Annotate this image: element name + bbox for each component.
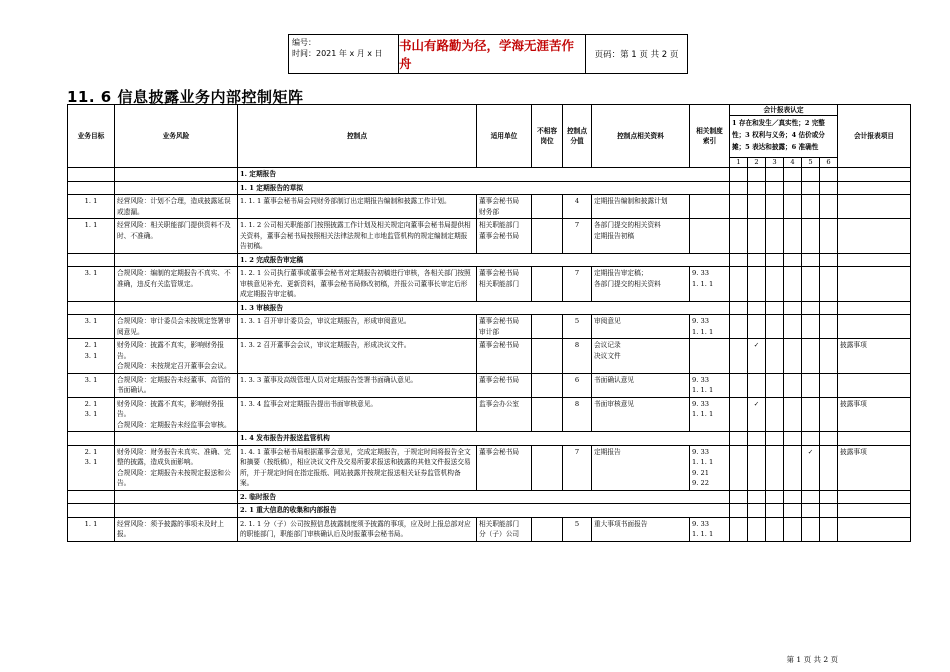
cell-risk: 财务风险：披露不真实，影响财务报告。 合规风险：定期报告未经监事会审核。 xyxy=(115,397,238,432)
cell-goal: 3. 1 xyxy=(68,315,115,339)
check-mark-cell xyxy=(820,315,838,339)
section-title: 2. 1 重大信息的收集和内部报告 xyxy=(238,504,730,518)
cell-incompatible xyxy=(532,267,563,302)
section-row xyxy=(68,301,911,315)
section-title: 1. 定期报告 xyxy=(238,168,730,182)
cell-material: 会议记录 决议文件 xyxy=(592,339,690,374)
cell-material: 书面确认意见 xyxy=(592,373,690,397)
cell-control: 2. 1. 1 分（子）公司按照信息披露制度须予披露的事项，应及时上报总部对应的职能部门，职能部门审核确认后及时报董事会秘书局。 xyxy=(238,517,477,541)
empty-cell xyxy=(68,301,115,315)
cell-goal: 1. 1 xyxy=(68,219,115,254)
check-mark-cell xyxy=(730,339,748,374)
empty-cell xyxy=(766,301,784,315)
empty-cell xyxy=(838,301,911,315)
cell-risk: 财务风险：财务报告未真实、准确、完整的披露，造成负面影响。 合规风险：定期报告未按规定报送和公告。 xyxy=(115,445,238,490)
check-mark-cell xyxy=(766,195,784,219)
check-mark-cell xyxy=(820,195,838,219)
check-mark-cell xyxy=(802,195,820,219)
th-score: 控制点 分值 xyxy=(563,105,592,168)
check-mark-cell xyxy=(730,219,748,254)
empty-cell xyxy=(68,432,115,446)
check-mark-cell xyxy=(730,397,748,432)
empty-cell xyxy=(115,301,238,315)
empty-cell xyxy=(820,504,838,518)
cell-risk: 经营风险：计划不合理，造成披露延误或遗漏。 xyxy=(115,195,238,219)
check-mark-cell xyxy=(802,315,820,339)
cell-incompatible xyxy=(532,373,563,397)
empty-cell xyxy=(820,253,838,267)
cell-institution xyxy=(690,219,730,254)
table-row xyxy=(68,315,911,339)
empty-cell xyxy=(748,168,766,182)
check-mark-cell xyxy=(820,339,838,374)
check-mark-cell xyxy=(766,445,784,490)
check-mark-cell xyxy=(748,195,766,219)
empty-cell xyxy=(766,504,784,518)
check-mark-cell xyxy=(766,373,784,397)
empty-cell xyxy=(838,181,911,195)
cell-goal: 1. 1 xyxy=(68,195,115,219)
cell-score: 5 xyxy=(563,315,592,339)
cell-risk: 经营风险：须予披露的事项未及时上报。 xyxy=(115,517,238,541)
cell-material: 定期报告编制和披露计划 xyxy=(592,195,690,219)
empty-cell xyxy=(730,253,748,267)
cell-unit: 董事会秘书局 xyxy=(477,445,532,490)
empty-cell xyxy=(766,253,784,267)
cell-unit: 董事会秘书局 财务部 xyxy=(477,195,532,219)
cell-unit: 董事会秘书局 xyxy=(477,373,532,397)
cell-unit: 相关职能部门 董事会秘书局 xyxy=(477,219,532,254)
th-goal: 业务目标 xyxy=(68,105,115,168)
cell-report-item xyxy=(838,219,911,254)
cell-institution: 9. 33 1. 1. 1 xyxy=(690,315,730,339)
section-row xyxy=(68,168,911,182)
th-assertion-desc: 1 存在和发生／真实性；2 完整性；3 权利与义务；4 估价或分摊；5 表达和披露；6 准确性 xyxy=(730,116,838,158)
check-mark-cell xyxy=(784,195,802,219)
empty-cell xyxy=(748,253,766,267)
cell-report-item xyxy=(838,195,911,219)
empty-cell xyxy=(748,504,766,518)
check-mark-cell xyxy=(802,267,820,302)
check-mark-cell: ✓ xyxy=(802,445,820,490)
page-footer: 第 1 页 共 2 页 xyxy=(786,655,838,664)
cell-goal: 3. 1 xyxy=(68,373,115,397)
empty-cell xyxy=(802,432,820,446)
check-mark-cell xyxy=(820,373,838,397)
cell-score: 7 xyxy=(563,219,592,254)
empty-cell xyxy=(68,253,115,267)
th-incompatible: 不相容 岗位 xyxy=(532,105,563,168)
cell-risk: 经营风险：相关职能部门提供资料不及时、不准确。 xyxy=(115,219,238,254)
section-title: 1. 4 发布报告并报送监管机构 xyxy=(238,432,730,446)
cell-institution: 9. 33 1. 1. 1 xyxy=(690,397,730,432)
section-row xyxy=(68,253,911,267)
empty-cell xyxy=(68,168,115,182)
check-mark-cell xyxy=(748,267,766,302)
time-label: 时间：2021 年 x 月 x 日 xyxy=(292,49,383,58)
check-mark-cell xyxy=(766,517,784,541)
check-mark-cell xyxy=(766,219,784,254)
check-mark-cell xyxy=(802,373,820,397)
check-mark-cell xyxy=(802,219,820,254)
check-mark-cell xyxy=(730,267,748,302)
check-mark-cell xyxy=(784,219,802,254)
cell-incompatible xyxy=(532,339,563,374)
cell-score: 7 xyxy=(563,267,592,302)
cell-incompatible xyxy=(532,315,563,339)
empty-cell xyxy=(820,432,838,446)
empty-cell xyxy=(838,504,911,518)
cell-unit: 董事会秘书局 xyxy=(477,339,532,374)
cell-control: 1. 2. 1 公司执行董事或董事会秘书对定期报告初稿进行审核，各相关部门按照审核意见补充、更新资料，董事会秘书局修改初稿，并报公司董事长审定后形成定期报告审定稿。 xyxy=(238,267,477,302)
check-mark-cell xyxy=(784,267,802,302)
empty-cell xyxy=(115,490,238,504)
cell-control: 1. 3. 4 监事会对定期报告提出书面审核意见。 xyxy=(238,397,477,432)
empty-cell xyxy=(748,432,766,446)
cell-risk: 合规风险：审计委员会未按规定签署审阅意见。 xyxy=(115,315,238,339)
empty-cell xyxy=(766,168,784,182)
cell-report-item: 披露事项 xyxy=(838,445,911,490)
check-mark-cell xyxy=(820,445,838,490)
cell-incompatible xyxy=(532,445,563,490)
cell-risk: 合规风险：定期报告未经董事、高管的书面确认。 xyxy=(115,373,238,397)
page-header-box xyxy=(288,34,688,74)
empty-cell xyxy=(784,253,802,267)
table-row xyxy=(68,219,911,254)
empty-cell xyxy=(838,432,911,446)
empty-cell xyxy=(784,490,802,504)
cell-institution xyxy=(690,195,730,219)
cell-report-item xyxy=(838,267,911,302)
empty-cell xyxy=(784,504,802,518)
empty-cell xyxy=(784,181,802,195)
th-control: 控制点 xyxy=(238,105,477,168)
cell-unit: 相关职能部门 分（子）公司 xyxy=(477,517,532,541)
cell-score: 6 xyxy=(563,373,592,397)
check-mark-cell xyxy=(748,373,766,397)
check-mark-cell xyxy=(766,397,784,432)
check-mark-cell: ✓ xyxy=(748,397,766,432)
empty-cell xyxy=(820,301,838,315)
cell-institution: 9. 33 1. 1. 1 xyxy=(690,267,730,302)
cell-unit: 监事会办公室 xyxy=(477,397,532,432)
check-mark-cell xyxy=(730,373,748,397)
empty-cell xyxy=(115,168,238,182)
th-assertion-col-2: 2 xyxy=(748,158,766,168)
empty-cell xyxy=(820,181,838,195)
header-page-info: 页码：第 1 页 共 2 页 xyxy=(594,50,679,60)
th-unit: 适用单位 xyxy=(477,105,532,168)
table-row xyxy=(68,195,911,219)
empty-cell xyxy=(730,301,748,315)
cell-score: 4 xyxy=(563,195,592,219)
cell-control: 1. 1. 2 公司相关职能部门按照披露工作计划及相关规定向董事会秘书局提供相关资料，董事会秘书局按照相关法律法规和上市地监管机构的规定编制定期报告初稿。 xyxy=(238,219,477,254)
check-mark-cell xyxy=(730,445,748,490)
th-assertion-col-1: 1 xyxy=(730,158,748,168)
cell-unit: 董事会秘书局 审计部 xyxy=(477,315,532,339)
check-mark-cell xyxy=(784,517,802,541)
cell-incompatible xyxy=(532,517,563,541)
empty-cell xyxy=(802,253,820,267)
control-matrix-table xyxy=(67,104,911,542)
empty-cell xyxy=(820,490,838,504)
empty-cell xyxy=(115,432,238,446)
empty-cell xyxy=(748,181,766,195)
section-title: 2. 临时报告 xyxy=(238,490,730,504)
cell-material: 定期报告审定稿； 各部门提交的相关资料 xyxy=(592,267,690,302)
cell-control: 1. 3. 3 董事及高级管理人员对定期报告签署书面确认意见。 xyxy=(238,373,477,397)
cell-report-item: 披露事项 xyxy=(838,339,911,374)
check-mark-cell xyxy=(766,267,784,302)
cell-control: 1. 4. 1 董事会秘书局根据董事会意见，完成定期报告，于规定时间将报告全文和摘要（按纸稿），相应决议文件及交易所要求报送和披露的其他文件报送交易所，并于规定时间在指定报纸、网站披露并按规定报送相关证券监管机构备案。 xyxy=(238,445,477,490)
check-mark-cell xyxy=(802,339,820,374)
cell-material: 定期报告 xyxy=(592,445,690,490)
empty-cell xyxy=(784,301,802,315)
empty-cell xyxy=(68,181,115,195)
check-mark-cell xyxy=(766,339,784,374)
section-title: 1. 3 审核报告 xyxy=(238,301,730,315)
check-mark-cell xyxy=(748,219,766,254)
cell-report-item xyxy=(838,517,911,541)
table-row xyxy=(68,373,911,397)
cell-control: 1. 3. 2 召开董事会会议，审议定期报告，形成决议文件。 xyxy=(238,339,477,374)
empty-cell xyxy=(766,490,784,504)
table-row xyxy=(68,397,911,432)
cell-score: 8 xyxy=(563,397,592,432)
cell-goal: 2. 1 3. 1 xyxy=(68,339,115,374)
cell-institution: 9. 33 1. 1. 1 xyxy=(690,517,730,541)
cell-score: 7 xyxy=(563,445,592,490)
empty-cell xyxy=(68,490,115,504)
empty-cell xyxy=(68,504,115,518)
section-row xyxy=(68,490,911,504)
empty-cell xyxy=(838,490,911,504)
check-mark-cell xyxy=(784,339,802,374)
empty-cell xyxy=(838,253,911,267)
check-mark-cell xyxy=(766,315,784,339)
cell-score: 8 xyxy=(563,339,592,374)
check-mark-cell xyxy=(802,397,820,432)
check-mark-cell xyxy=(820,219,838,254)
empty-cell xyxy=(115,253,238,267)
cell-report-item: 披露事项 xyxy=(838,397,911,432)
cell-material: 审阅意见 xyxy=(592,315,690,339)
cell-report-item xyxy=(838,315,911,339)
empty-cell xyxy=(820,168,838,182)
cell-goal: 2. 1 3. 1 xyxy=(68,397,115,432)
check-mark-cell xyxy=(820,517,838,541)
empty-cell xyxy=(802,504,820,518)
section-row xyxy=(68,181,911,195)
check-mark-cell xyxy=(784,315,802,339)
check-mark-cell xyxy=(748,315,766,339)
check-mark-cell xyxy=(802,517,820,541)
th-assertion-col-5: 5 xyxy=(802,158,820,168)
empty-cell xyxy=(802,181,820,195)
empty-cell xyxy=(115,504,238,518)
cell-goal: 3. 1 xyxy=(68,267,115,302)
empty-cell xyxy=(730,432,748,446)
table-row xyxy=(68,339,911,374)
bianhao-label: 编号： xyxy=(292,38,316,47)
table-row xyxy=(68,445,911,490)
empty-cell xyxy=(802,301,820,315)
empty-cell xyxy=(838,168,911,182)
th-assertion-col-6: 6 xyxy=(820,158,838,168)
th-assertion-col-3: 3 xyxy=(766,158,784,168)
empty-cell xyxy=(748,301,766,315)
empty-cell xyxy=(766,432,784,446)
cell-incompatible xyxy=(532,397,563,432)
th-risk: 业务风险 xyxy=(115,105,238,168)
cell-material: 各部门提交的相关资料 定期报告初稿 xyxy=(592,219,690,254)
cell-report-item xyxy=(838,373,911,397)
empty-cell xyxy=(730,181,748,195)
check-mark-cell: ✓ xyxy=(748,339,766,374)
check-mark-cell xyxy=(730,315,748,339)
empty-cell xyxy=(784,168,802,182)
empty-cell xyxy=(766,181,784,195)
th-assertion-title: 会计报表认定 xyxy=(730,105,838,116)
check-mark-cell xyxy=(784,397,802,432)
table-row xyxy=(68,517,911,541)
empty-cell xyxy=(748,490,766,504)
th-material: 控制点相关资料 xyxy=(592,105,690,168)
cell-incompatible xyxy=(532,195,563,219)
check-mark-cell xyxy=(730,195,748,219)
cell-score: 5 xyxy=(563,517,592,541)
cell-material: 书面审核意见 xyxy=(592,397,690,432)
cell-unit: 董事会秘书局 相关职能部门 xyxy=(477,267,532,302)
empty-cell xyxy=(802,490,820,504)
empty-cell xyxy=(730,490,748,504)
header-meta xyxy=(289,35,399,73)
cell-institution: 9. 33 1. 1. 1 xyxy=(690,373,730,397)
cell-goal: 1. 1 xyxy=(68,517,115,541)
cell-institution: 9. 33 1. 1. 1 9. 21 9. 22 xyxy=(690,445,730,490)
th-institution: 相关制度 索引 xyxy=(690,105,730,168)
cell-risk: 合规风险：编制的定期报告不真实、不准确，违反有关监管规定。 xyxy=(115,267,238,302)
check-mark-cell xyxy=(820,267,838,302)
cell-control: 1. 1. 1 董事会秘书局会同财务部制订出定期报告编制和披露工作计划。 xyxy=(238,195,477,219)
cell-incompatible xyxy=(532,219,563,254)
th-assertion-col-4: 4 xyxy=(784,158,802,168)
cell-risk: 财务风险：披露不真实，影响财务报告。 合规风险：未按规定召开董事会会议。 xyxy=(115,339,238,374)
check-mark-cell xyxy=(784,445,802,490)
th-report-item: 会计报表项目 xyxy=(838,105,911,168)
check-mark-cell xyxy=(820,397,838,432)
check-mark-cell xyxy=(784,373,802,397)
section-row xyxy=(68,504,911,518)
document-title: 11. 6 信息披露业务内部控制矩阵 xyxy=(67,88,304,106)
empty-cell xyxy=(730,168,748,182)
cell-material: 重大事项书面报告 xyxy=(592,517,690,541)
section-title: 1. 2 完成报告审定稿 xyxy=(238,253,730,267)
cell-institution xyxy=(690,339,730,374)
empty-cell xyxy=(730,504,748,518)
check-mark-cell xyxy=(748,445,766,490)
empty-cell xyxy=(115,181,238,195)
cell-goal: 2. 1 3. 1 xyxy=(68,445,115,490)
cell-control: 1. 3. 1 召开审计委员会，审议定期报告，形成审阅意见。 xyxy=(238,315,477,339)
table-row xyxy=(68,267,911,302)
empty-cell xyxy=(784,432,802,446)
check-mark-cell xyxy=(748,517,766,541)
section-row xyxy=(68,432,911,446)
section-title: 1. 1 定期报告的草拟 xyxy=(238,181,730,195)
header-motto: 书山有路勤为径，学海无涯苦作舟 xyxy=(399,35,586,73)
empty-cell xyxy=(802,168,820,182)
check-mark-cell xyxy=(730,517,748,541)
